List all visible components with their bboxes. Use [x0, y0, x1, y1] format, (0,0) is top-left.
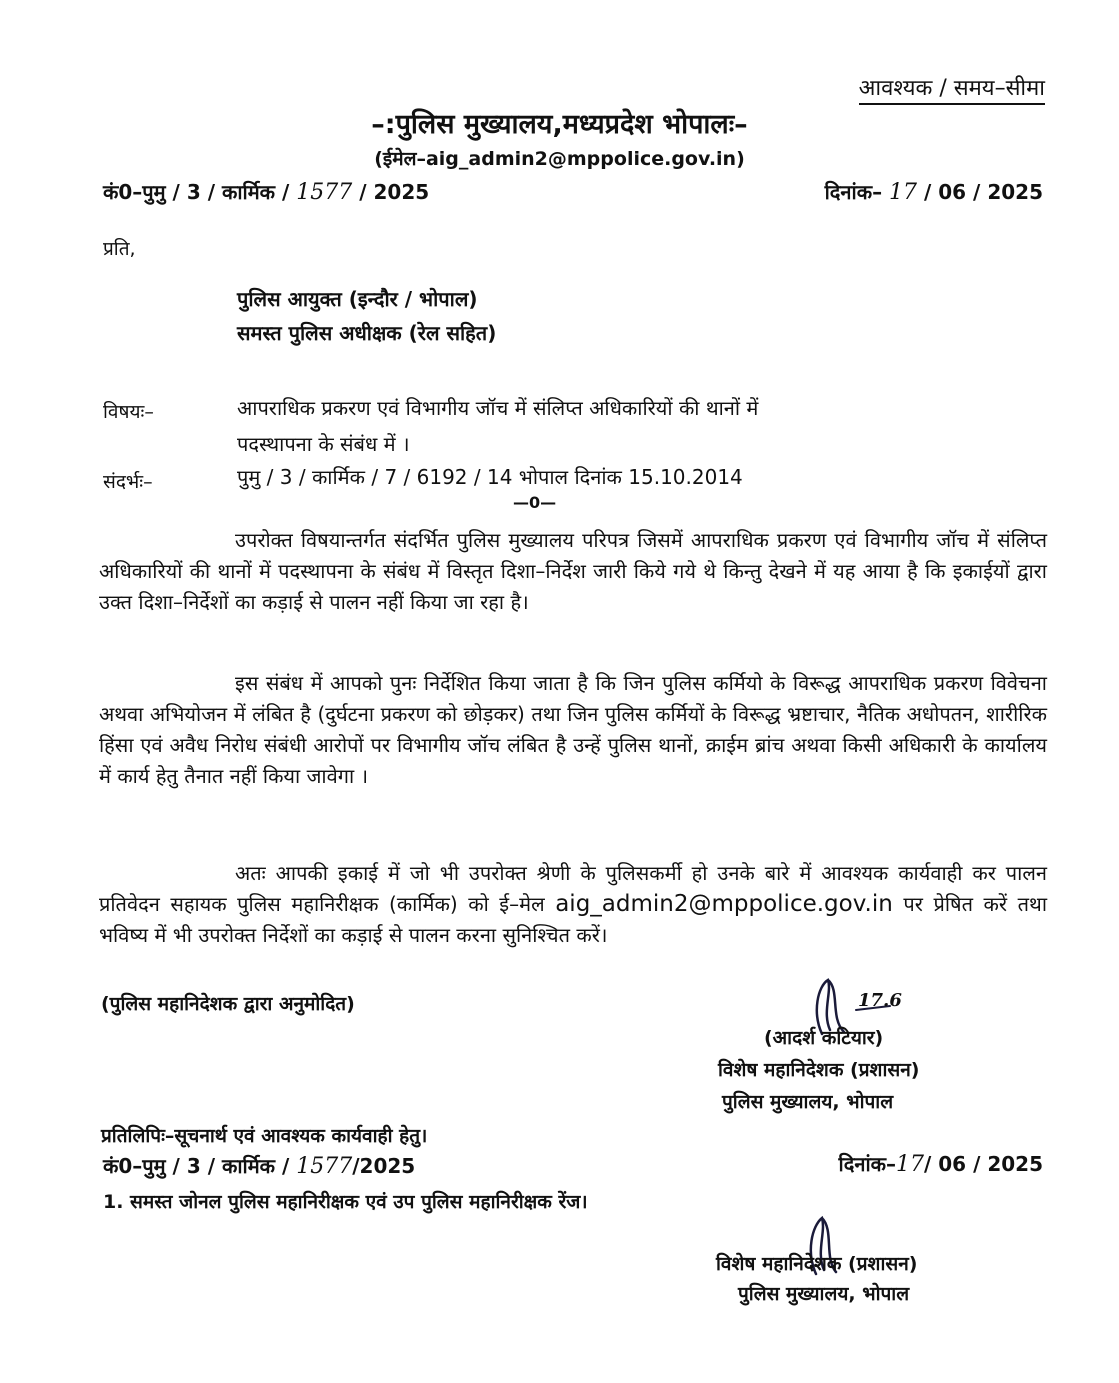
- reference-handwritten-number: 1577: [296, 180, 353, 205]
- date-prefix: दिनांक–: [824, 180, 890, 204]
- body-paragraph-3: [99, 858, 1047, 951]
- copy-date-handwritten-day: 17: [896, 1152, 924, 1177]
- section-divider: —0—: [513, 493, 557, 512]
- reference-label: संदर्भः–: [103, 471, 153, 493]
- paragraph-3-start: अतः आपकी इकाई में जो भी उपरोक्त श्रेणी के पुलिसकर्मी हो उनके बारे में आवश्यक कार्यवाही कर पालन प्रतिवेदन सहायक पुलिस महानिरीक्षक (कार्मिक) को ई–मेल: [99, 861, 1047, 916]
- reference-suffix: / 2025: [352, 180, 430, 204]
- subject-line-1: आपराधिक प्रकरण एवं विभागीय जॉच में संलिप्त अधिकारियों की थानों में: [237, 396, 759, 420]
- signatory-office: पुलिस मुख्यालय, भोपाल: [722, 1091, 894, 1113]
- reference-circular: पुमु / 3 / कार्मिक / 7 / 6192 / 14 भोपाल दिनांक 15.10.2014: [237, 465, 743, 489]
- copy-date: [839, 1150, 1043, 1177]
- urgency-label: आवश्यक / समय–सीमा: [859, 72, 1045, 105]
- paragraph-3-text: [99, 858, 1047, 951]
- body-paragraph-2: [99, 668, 1047, 792]
- letter-date: [825, 178, 1043, 205]
- signatory-name: (आदर्श कटियार): [764, 1027, 884, 1049]
- reference-number: [103, 178, 429, 205]
- copy-reference-handwritten-number: 1577: [296, 1154, 353, 1179]
- office-email: (ईमेल–aig_admin2@mppolice.gov.in): [374, 148, 745, 170]
- paragraph-3-email: aig_admin2@mppolice.gov.in: [555, 891, 893, 917]
- copy-signatory-office: पुलिस मुख्यालय, भोपाल: [738, 1283, 910, 1305]
- paragraph-1-text: उपरोक्त विषयान्तर्गत संदर्भित पुलिस मुख्यालय परिपत्र जिसमें आपराधिक प्रकरण एवं विभागीय जॉच में संलिप्त अधिकारियों की थानों में पदस्थापना के संबंध में विस्तृत दिशा–निर्देश जारी किये गये थे किन्तु देखने में यह आया है कि इकाईयों द्वारा उक्त दिशा–निर्देशों का कड़ाई से पालन नहीं किया जा रहा है।: [99, 528, 1047, 614]
- signature-date-initials: 17.6: [858, 990, 902, 1011]
- copy-heading: प्रतिलिपिः–सूचनार्थ एवं आवश्यक कार्यवाही हेतु।: [101, 1125, 428, 1147]
- copy-reference-number: [103, 1152, 415, 1179]
- reference-prefix: कं0–पुमु / 3 / कार्मिक /: [103, 180, 297, 204]
- copy-date-prefix: दिनांक–: [838, 1152, 896, 1176]
- copy-date-suffix: / 06 / 2025: [924, 1152, 1043, 1176]
- subject-label: विषयः–: [103, 401, 154, 423]
- copy-reference-prefix: कं0–पुमु / 3 / कार्मिक /: [103, 1154, 297, 1178]
- date-suffix: / 06 / 2025: [917, 180, 1043, 204]
- body-paragraph-1: [99, 525, 1047, 618]
- signatory-designation: विशेष महानिदेशक (प्रशासन): [718, 1059, 920, 1081]
- paragraph-2-text: इस संबंध में आपको पुनः निर्देशित किया जाता है कि जिन पुलिस कर्मियो के विरूद्ध आपराधिक प्रकरण विवेचना अथवा अभियोजन में लंबित है (दुर्घटना प्रकरण को छोड़कर) तथा जिन पुलिस कर्मियों के विरूद्ध भ्रष्टाचार, नैतिक अधोपतन, शारीरिक हिंसा एवं अवैध निरोध संबंधी आरोपों पर विभागीय जॉच लंबित है उन्हें पुलिस थानों, क्राईम ब्रांच अथवा किसी अधिकारी के कार्यालय में कार्य हेतु तैनात नहीं किया जावेगा ।: [99, 671, 1047, 788]
- to-label: प्रति,: [103, 238, 136, 260]
- recipient-line-2: समस्त पुलिस अधीक्षक (रेल सहित): [237, 321, 497, 345]
- subject-line-2: पदस्थापना के संबंध में ।: [237, 432, 410, 456]
- office-title: –:पुलिस मुख्यालय,मध्यप्रदेश भोपालः–: [371, 109, 748, 140]
- approval-note: (पुलिस महानिदेशक द्वारा अनुमोदित): [101, 993, 355, 1015]
- recipient-line-1: पुलिस आयुक्त (इन्दौर / भोपाल): [237, 287, 478, 311]
- date-handwritten-day: 17: [889, 180, 918, 205]
- copy-reference-suffix: /2025: [352, 1154, 416, 1178]
- paragraph-3-end: पर प्रेषित करें तथा भविष्य में भी उपरोक्त निर्देशों का कड़ाई से पालन करना सुनिश्चित करें।: [99, 892, 1048, 947]
- copy-recipient-1: 1. समस्त जोनल पुलिस महानिरीक्षक एवं उप पुलिस महानिरीक्षक रेंज।: [103, 1191, 588, 1213]
- copy-signatory-designation: विशेष महानिदेशक (प्रशासन): [716, 1253, 918, 1275]
